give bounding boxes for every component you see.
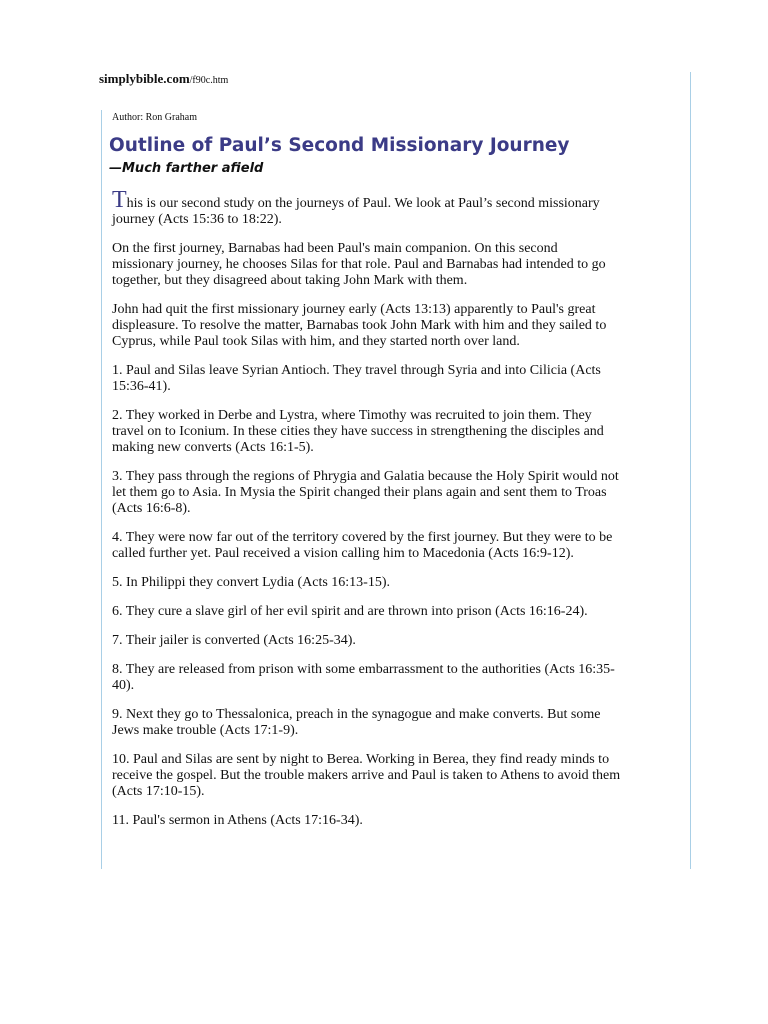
list-item: 3. They pass through the regions of Phrygia and Galatia because the Holy Spirit would not let them go to Asia. In Mysia the Spirit changed their plans again and sent them to Troas (Acts 16:6-8). [112,469,619,516]
left-border-rule [101,110,102,869]
list-item: 11. Paul's sermon in Athens (Acts 17:16-34). [112,813,363,828]
list-item: 4. They were now far out of the territory covered by the first journey. But they were to be called further yet. Paul received a vision calling him to Macedonia (Acts 16:9-12). [112,530,613,561]
list-item: 10. Paul and Silas are sent by night to Berea. Working in Berea, they find ready minds to receive the gospel. But the trouble makers arrive and Paul is taken to Athens to avoid them (Acts 17:10-15). [112,752,621,799]
drop-cap: T [112,187,127,213]
intro-text: his is our second study on the journeys of Paul. We look at Paul’s second missionary journey (Acts 15:36 to 18:22). [112,196,600,227]
list-item: 6. They cure a slave girl of her evil spirit and are thrown into prison (Acts 16:16-24). [112,604,588,619]
intro-paragraph [112,187,621,228]
article [109,112,621,842]
paragraph: On the first journey, Barnabas had been Paul's main companion. On this second missionary journey, he chooses Silas for that role. Paul and Barnabas had intended to go together, but they disagreed about taking John Mark with them. [112,241,606,288]
page-title: Outline of Paul’s Second Missionary Journey [109,135,570,156]
list-item: 8. They are released from prison with some embarrassment to the authorities (Acts 16:35-40). [112,662,615,693]
list-item: 5. In Philippi they convert Lydia (Acts 16:13-15). [112,575,391,590]
list-item: 9. Next they go to Thessalonica, preach in the synagogue and make converts. But some Jews make trouble (Acts 17:1-9). [112,707,601,738]
list-item: 7. Their jailer is converted (Acts 16:25-34). [112,633,356,648]
site-name[interactable]: simplybible.com [99,71,190,86]
site-path[interactable]: /f90c.htm [189,75,229,86]
site-header [99,71,228,87]
paragraph: John had quit the first missionary journey early (Acts 13:13) apparently to Paul's great displeasure. To resolve the matter, Barnabas took John Mark with him and they sailed to Cyprus, while Paul took Silas with him, and they started north over land. [112,302,607,349]
right-border-rule [690,72,691,869]
author-line: Author: Ron Graham [112,112,197,123]
article-body [109,187,621,829]
list-item: 1. Paul and Silas leave Syrian Antioch. They travel through Syria and into Cilicia (Acts 15:36-41). [112,363,601,394]
list-item: 2. They worked in Derbe and Lystra, where Timothy was recruited to join them. They travel on to Iconium. In these cities they have success in strengthening the disciples and making new converts (Acts 16:1-5). [112,408,604,455]
page-subtitle: —Much farther afield [109,161,264,176]
